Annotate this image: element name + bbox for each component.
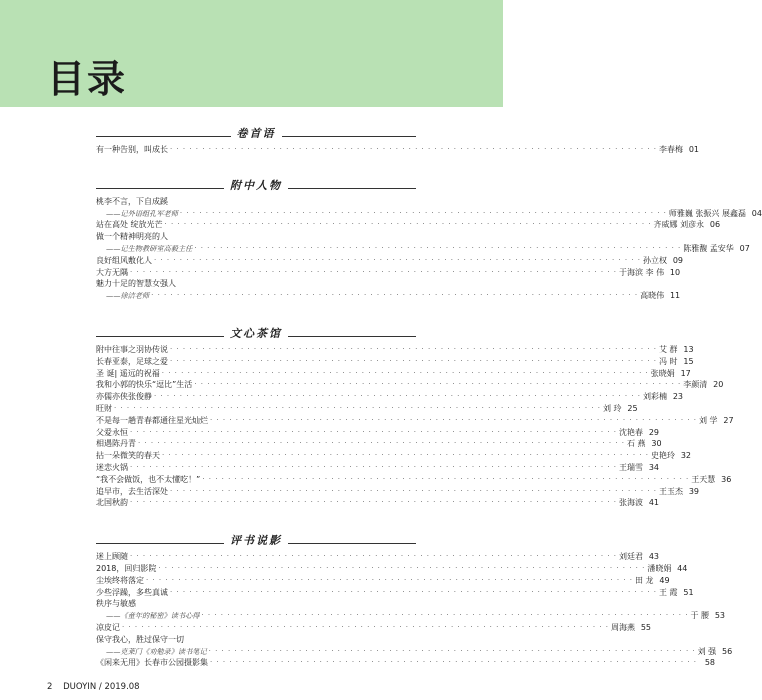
- entry-title: 旺财: [96, 403, 112, 413]
- entry-author: 李春梅: [659, 145, 683, 154]
- toc-entry[interactable]: [96, 231, 416, 243]
- entry-title: 我和小郭的快乐“逗比”生活: [96, 380, 193, 390]
- header-band: [0, 0, 503, 107]
- entry-page: [400, 634, 416, 646]
- entry-title: 不是每一趟青春都通往星光灿烂: [96, 415, 208, 425]
- toc-entry[interactable]: [96, 368, 691, 380]
- entry-author: 沈艳春: [619, 427, 643, 437]
- entry-page: 36: [721, 474, 732, 484]
- entry-page: [400, 196, 416, 208]
- entry-page: 25: [627, 403, 638, 413]
- page-title: 目录: [47, 57, 128, 101]
- entry-title: ——克莱门《劝勉录》读书笔记: [106, 646, 207, 656]
- toc-entry[interactable]: [96, 243, 750, 255]
- toc-entry[interactable]: [96, 646, 733, 658]
- leader-dots: [130, 427, 617, 439]
- leader-dots: [130, 267, 617, 279]
- leader-dots: [146, 575, 633, 587]
- toc-entry[interactable]: [96, 486, 699, 498]
- entry-author: 王瑞雪: [619, 462, 643, 472]
- entry-page: 04: [751, 208, 762, 218]
- leader-dots: [194, 243, 681, 255]
- entry-author: 张晓娟: [650, 368, 675, 378]
- entry-title: ——徐洁老师: [106, 291, 150, 301]
- entry-page: 41: [648, 498, 659, 508]
- leader-dots: [194, 379, 681, 391]
- entry-author: 于 腰: [690, 611, 709, 621]
- entry-title: 圣 诞| 遥远的祝福: [96, 368, 160, 378]
- entry-page: 01: [688, 145, 699, 154]
- toc-section: [96, 174, 762, 302]
- toc-entry[interactable]: [96, 575, 670, 587]
- entry-title: 北国秋韵: [96, 498, 128, 508]
- leader-dots: [170, 231, 398, 243]
- entry-author: 刘廷君: [619, 552, 643, 562]
- entry-author: 高晓伟: [640, 291, 665, 301]
- toc-entry[interactable]: [96, 622, 651, 634]
- entry-title: 追早市，去生活深处: [96, 486, 168, 496]
- leader-dots: [122, 622, 609, 634]
- leader-dots: [154, 255, 641, 267]
- entry-author: 刘 学: [699, 415, 718, 425]
- leader-dots: [165, 219, 652, 231]
- leader-dots: [170, 356, 657, 368]
- entry-author: 刘 强: [697, 646, 717, 656]
- section-title: 文心茶馆: [224, 327, 288, 340]
- entry-title: 做一个精神明亮的人: [96, 232, 168, 242]
- toc-section: [96, 122, 699, 156]
- entry-author: 张海波: [619, 498, 643, 508]
- entry-page: 15: [683, 356, 694, 366]
- magazine-issue: DUOYIN / 2019.08: [63, 682, 140, 692]
- leader-dots: [170, 486, 657, 498]
- toc-entry[interactable]: [96, 427, 659, 439]
- leader-dots: [180, 208, 667, 220]
- entry-page: 49: [659, 575, 670, 585]
- entry-author: 王 霞: [659, 587, 678, 597]
- section-title: 卷首语: [231, 127, 282, 140]
- entry-title: 站在高处 绽放光芒: [96, 220, 163, 230]
- toc-entry[interactable]: [96, 438, 662, 450]
- entry-author: 刘 玲: [603, 403, 622, 413]
- entry-author: 田 龙: [635, 575, 654, 585]
- section-heading: [96, 174, 416, 196]
- toc-entry[interactable]: [96, 267, 681, 279]
- section-title: 附中人物: [224, 179, 288, 192]
- entry-title: ——记生物教研室高毅主任: [106, 243, 193, 253]
- entry-author: 齐威娜 刘彦永: [653, 220, 705, 230]
- entry-author: 周海燕: [611, 622, 635, 632]
- leader-dots: [170, 196, 398, 208]
- toc-entry[interactable]: [96, 255, 683, 267]
- entry-title: 良好组风敷化人: [96, 255, 152, 265]
- entry-title: 父爱永恒: [96, 427, 128, 437]
- toc-entry[interactable]: [96, 497, 659, 509]
- entry-title: 尘埃终将落定: [96, 575, 144, 585]
- entry-author: 孙立权: [643, 255, 667, 265]
- entry-author: 王玉杰: [659, 486, 683, 496]
- toc-entry[interactable]: [96, 587, 694, 599]
- entry-title: 亦儒亦侠张俊静: [96, 392, 152, 402]
- toc-entry[interactable]: [96, 462, 659, 474]
- entry-page: [400, 231, 416, 243]
- leader-dots: [186, 634, 398, 646]
- entry-page: [400, 598, 416, 610]
- leader-dots: [130, 497, 617, 509]
- entry-title: 《闲来无用》长春市公园摄影集: [96, 658, 208, 668]
- entry-title: 凉皮记: [96, 622, 120, 632]
- entry-page: 32: [680, 451, 691, 461]
- entry-title: 相遇陈丹青: [96, 439, 136, 449]
- entry-page: 11: [669, 291, 681, 301]
- entry-page: 06: [709, 220, 721, 230]
- entry-author: 艾 群: [659, 344, 678, 354]
- entry-page: 29: [648, 427, 659, 437]
- toc-entry[interactable]: [96, 634, 416, 646]
- leader-dots: [114, 403, 601, 415]
- entry-title: 附中往事之羽协传说: [96, 344, 168, 354]
- toc-entry[interactable]: [96, 356, 694, 368]
- toc-section: [96, 322, 734, 509]
- toc-entry[interactable]: [96, 391, 683, 403]
- section-title: 评书说影: [224, 534, 288, 547]
- toc-entry[interactable]: [96, 403, 638, 415]
- entry-title: “我不会做饭，也不太懂吃！”: [96, 474, 201, 484]
- entry-page: 53: [714, 611, 725, 621]
- entry-author: 史艳玲: [651, 451, 675, 461]
- toc-entry[interactable]: [96, 219, 721, 231]
- entry-author: 石 燕: [627, 439, 646, 449]
- toc-entry[interactable]: [96, 379, 724, 391]
- entry-author: 李颜清: [683, 380, 708, 390]
- entry-page: 51: [683, 587, 694, 597]
- leader-dots: [210, 657, 697, 669]
- leader-dots: [170, 144, 657, 156]
- section-heading: [96, 529, 416, 551]
- entry-page: 09: [672, 255, 683, 265]
- leader-dots: [178, 278, 398, 290]
- entry-author: 于海滨 李 伟: [619, 267, 665, 277]
- leader-dots: [138, 598, 398, 610]
- entry-page: 34: [648, 462, 659, 472]
- entry-title: ——记外语组孔军老师: [106, 208, 178, 218]
- leader-dots: [170, 344, 657, 356]
- entry-page: 43: [648, 552, 659, 562]
- toc-entry[interactable]: [96, 208, 762, 220]
- entry-author: 刘彩楠: [643, 392, 667, 402]
- entry-page: 20: [713, 380, 724, 390]
- toc-entry[interactable]: [96, 415, 734, 427]
- entry-author: 冯 时: [659, 356, 678, 366]
- leader-dots: [130, 551, 617, 563]
- toc-entry[interactable]: [96, 290, 681, 302]
- leader-dots: [202, 474, 689, 486]
- leader-dots: [209, 646, 696, 658]
- entry-page: 56: [722, 646, 733, 656]
- entry-title: 迷上顾随: [96, 552, 128, 562]
- entry-author: 师雅巍 张振兴 展鑫磊: [668, 208, 746, 218]
- leader-dots: [138, 438, 625, 450]
- entry-title: 魅力十足的智慧女强人: [96, 279, 176, 289]
- leader-dots: [151, 290, 638, 302]
- toc-entry[interactable]: [96, 598, 416, 610]
- entry-title: 长春亚泰，足球之爱: [96, 356, 168, 366]
- entry-title: 桃李不言，下自成蹊: [96, 196, 168, 206]
- toc-entry[interactable]: [96, 196, 416, 208]
- leader-dots: [201, 610, 688, 622]
- entry-page: 58: [704, 658, 715, 668]
- toc-entry[interactable]: [96, 474, 732, 486]
- leader-dots: [162, 368, 649, 380]
- page-footer: [47, 682, 148, 692]
- entry-author: 潘晓娟: [647, 563, 672, 573]
- entry-page: 17: [680, 368, 691, 378]
- toc-entry[interactable]: [96, 610, 725, 622]
- entry-title: 拈一朵微笑的春天: [96, 451, 160, 461]
- entry-title: 大方无隅: [96, 267, 128, 277]
- leader-dots: [170, 587, 657, 599]
- entry-title: 保守我心，胜过保守一切: [96, 634, 184, 644]
- toc-section: [96, 529, 733, 669]
- leader-dots: [162, 450, 649, 462]
- entry-page: 13: [683, 344, 694, 354]
- toc-entry[interactable]: [96, 144, 699, 156]
- entry-title: 迷恋火锅: [96, 462, 128, 472]
- entry-title: 有一种告别，叫成长: [96, 145, 168, 154]
- toc-entry[interactable]: [96, 563, 688, 575]
- entry-page: 55: [640, 622, 651, 632]
- entry-title: ——《童年的秘密》读书心得: [106, 611, 200, 621]
- section-heading: [96, 322, 416, 344]
- entry-title: 少些浮躁，多些真诚: [96, 587, 168, 597]
- entry-page: 44: [677, 563, 688, 573]
- entry-page: 27: [723, 415, 734, 425]
- toc-entry[interactable]: [96, 450, 691, 462]
- toc-entry[interactable]: [96, 344, 694, 356]
- entry-page: [400, 278, 416, 290]
- entry-page: 30: [651, 439, 662, 449]
- entry-title: 2018，回归影院: [96, 563, 157, 573]
- toc-entry[interactable]: [96, 278, 416, 290]
- page-number: 2: [47, 682, 53, 692]
- entry-author: 陈雅馥 孟安华: [683, 243, 734, 253]
- toc-entry[interactable]: [96, 657, 715, 669]
- leader-dots: [158, 563, 645, 575]
- leader-dots: [130, 462, 617, 474]
- leader-dots: [210, 415, 697, 427]
- entry-title: 秩序与敏感: [96, 599, 136, 609]
- entry-page: 39: [688, 486, 699, 496]
- table-of-contents: [96, 112, 762, 669]
- leader-dots: [154, 391, 641, 403]
- entry-author: 王天慧: [691, 474, 716, 484]
- entry-page: 07: [739, 243, 750, 253]
- toc-entry[interactable]: [96, 551, 659, 563]
- entry-page: 10: [669, 267, 681, 277]
- entry-page: 23: [672, 392, 683, 402]
- section-heading: [96, 122, 416, 144]
